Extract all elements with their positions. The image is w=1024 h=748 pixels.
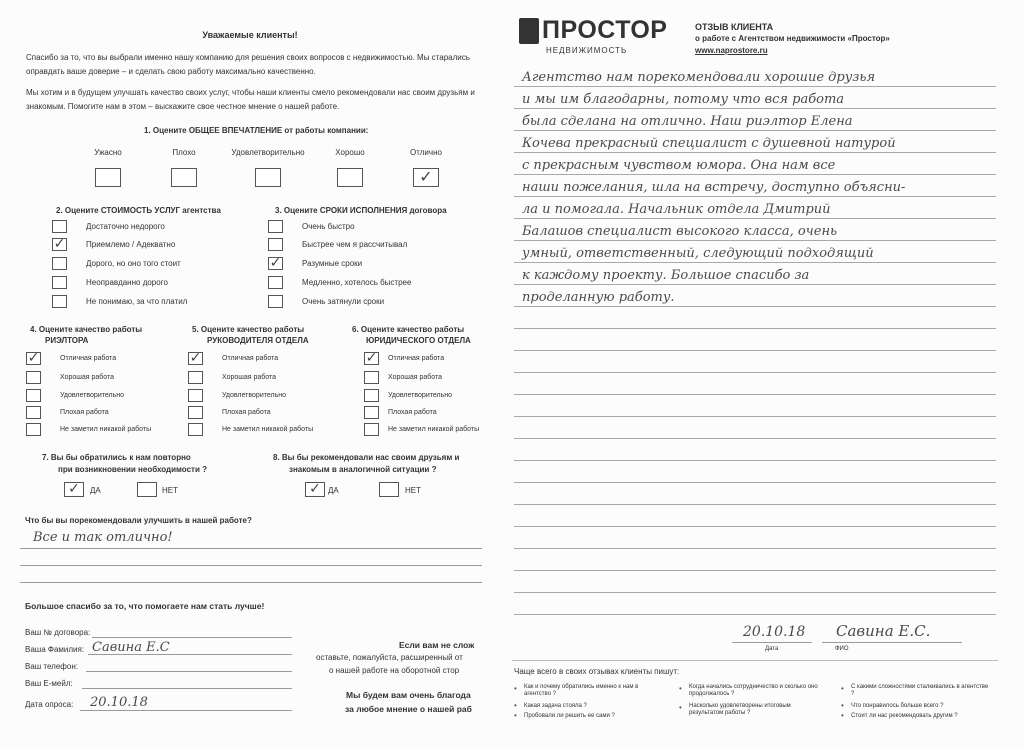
q7-no-label: НЕТ [162, 486, 178, 495]
date-value[interactable]: 20.10.18 [90, 695, 148, 710]
ruled-line [514, 416, 996, 417]
side-note-line: за любое мнение о нашей раб [345, 704, 472, 714]
faq-item: Стоит ли нас рекомендовать другим ? [851, 713, 958, 719]
faq-item: С какими сложностями сталкивались в агентстве ? [851, 684, 989, 697]
q8-yes-label: ДА [328, 486, 339, 495]
ruled-line [514, 526, 996, 527]
review-text-line: к каждому проекту. Большое спасибо за [522, 268, 810, 283]
ruled-line [514, 108, 996, 109]
q2-checkbox[interactable] [52, 257, 67, 270]
review-text-line: наши пожелания, шла на встречу, доступно объясни- [522, 180, 906, 195]
faq-item: Пробовали ли решить ее сами ? [524, 713, 615, 719]
q2-checkbox-checked[interactable]: ✓ [53, 236, 66, 252]
form-heading: Уважаемые клиенты! [202, 30, 298, 40]
faq-item: Что понравилось больше всего ? [851, 703, 944, 709]
q2-option-label: Неоправданно дорого [86, 278, 168, 287]
surname-label: Ваша Фамилия: [25, 645, 85, 654]
bullet-icon: • [514, 701, 517, 710]
answer-line [20, 565, 482, 566]
q5-option-label: Отличная работа [222, 355, 279, 362]
ruled-line [514, 218, 996, 219]
side-note-line: оставьте, пожалуйста, расширенный от [316, 653, 463, 662]
ruled-line [514, 548, 996, 549]
q3-title: 3. Оцените СРОКИ ИСПОЛНЕНИЯ договора [275, 206, 447, 215]
q6-option-label: Не заметил никакой работы [388, 426, 480, 433]
bullet-icon: • [841, 711, 844, 720]
faq-item: Как и почему обратились именно к нам в агентство ? [524, 684, 639, 697]
logo-mark-icon [519, 18, 539, 44]
ruled-line [514, 394, 996, 395]
footer-divider [512, 660, 998, 661]
intro-line-4: знакомым. Помогите нам в этом – выскажите свое честное мнение о нашей работе. [26, 102, 340, 111]
ruled-line [514, 372, 996, 373]
review-title: ОТЗЫВ КЛИЕНТА [695, 22, 774, 32]
faq-item: Какая задача стояла ? [524, 703, 587, 709]
q5-checkbox[interactable] [188, 371, 203, 384]
q2-checkbox[interactable] [52, 220, 67, 233]
q1-checkbox[interactable] [337, 168, 363, 187]
q1-checkbox-checked[interactable]: ✓ [413, 168, 439, 187]
ruled-line [514, 196, 996, 197]
q4-checkbox[interactable] [26, 389, 41, 402]
q8-subtitle: знакомым в аналогичной ситуации ? [289, 465, 437, 474]
q4-checkbox[interactable] [26, 423, 41, 436]
q5-option-label: Плохая работа [222, 409, 271, 416]
phone-label: Ваш телефон: [25, 662, 78, 671]
q6-subtitle: ЮРИДИЧЕСКОГО ОТДЕЛА [366, 336, 471, 345]
q6-checkbox[interactable] [364, 389, 379, 402]
signature-date: 20.10.18 [743, 624, 806, 640]
q3-option-label: Быстрее чем я рассчитывал [302, 240, 408, 249]
surname-field[interactable] [88, 654, 292, 655]
q6-checkbox[interactable] [364, 371, 379, 384]
q6-checkbox-checked[interactable]: ✓ [365, 350, 378, 366]
review-subtitle: о работе с Агентством недвижимости «Простор» [695, 34, 890, 43]
q5-checkbox-checked[interactable]: ✓ [189, 350, 202, 366]
website-link[interactable]: www.naprostore.ru [695, 46, 768, 55]
q3-checkbox[interactable] [268, 220, 283, 233]
q6-title: 6. Оцените качество работы [352, 325, 465, 334]
faq-item: Насколько удовлетворены итоговым результатом работы ? [689, 703, 791, 716]
q1-option-label: Хорошо [335, 148, 365, 157]
ruled-line [514, 350, 996, 351]
logo-subtitle: НЕДВИЖИМОСТЬ [546, 46, 628, 55]
ruled-line [514, 570, 996, 571]
signature-name: Савина Е.С. [836, 622, 931, 640]
phone-field[interactable] [86, 671, 292, 672]
q3-option-label: Очень затянули сроки [302, 297, 385, 306]
q4-option-label: Удовлетворительно [60, 392, 125, 399]
q1-title: 1. Оцените ОБЩЕЕ ВПЕЧАТЛЕНИЕ от работы компании: [144, 126, 369, 135]
q6-checkbox[interactable] [364, 423, 379, 436]
contract-label: Ваш № договора: [25, 628, 91, 637]
review-text-line: Балашов специалист высокого класса, очень [522, 224, 838, 239]
name-caption: ФИО [835, 646, 849, 652]
ruled-line [514, 86, 996, 87]
ruled-line [514, 240, 996, 241]
q7-no-checkbox[interactable] [137, 482, 157, 497]
q7-yes-checkbox-checked[interactable]: ✓ [64, 482, 84, 497]
q5-option-label: Хорошая работа [222, 374, 277, 381]
bullet-icon: • [514, 684, 517, 693]
date-field[interactable] [80, 710, 292, 711]
q6-option-label: Хорошая работа [388, 374, 443, 381]
q2-option-label: Достаточно недорого [86, 222, 165, 231]
q6-option-label: Отличная работа [388, 355, 445, 362]
q3-checkbox[interactable] [268, 238, 283, 251]
side-note-line: о нашей работе на оборотной стор [329, 666, 460, 675]
q1-option-label: Отлично [410, 148, 442, 157]
q5-checkbox[interactable] [188, 406, 203, 419]
q5-checkbox[interactable] [188, 423, 203, 436]
date-caption: Дата [765, 646, 779, 652]
bullet-icon: • [679, 703, 682, 712]
q2-checkbox[interactable] [52, 295, 67, 308]
q1-checkbox[interactable] [95, 168, 121, 187]
thanks-text: Большое спасибо за то, что помогаете нам стать лучше! [25, 601, 265, 611]
bullet-icon: • [841, 684, 844, 693]
q4-checkbox[interactable] [26, 371, 41, 384]
q7-yes-label: ДА [90, 486, 101, 495]
ruled-line [514, 482, 996, 483]
review-text-line: и мы им благодарны, потому что вся работа [522, 92, 845, 107]
ruled-line [514, 262, 996, 263]
q3-checkbox[interactable] [268, 295, 283, 308]
q3-option-label: Медленно, хотелось быстрее [302, 278, 412, 287]
bullet-icon: • [514, 711, 517, 720]
q2-option-label: Не понимаю, за что платил [86, 297, 188, 306]
q2-option-label: Приемлемо / Адекватно [86, 240, 176, 249]
q5-title: 5. Оцените качество работы [192, 325, 305, 334]
ruled-line [514, 592, 996, 593]
ruled-line [514, 614, 996, 615]
q2-title: 2. Оцените СТОИМОСТЬ УСЛУГ агентства [56, 206, 221, 215]
bullet-icon: • [679, 684, 682, 693]
q8-no-label: НЕТ [405, 486, 421, 495]
improve-answer[interactable]: Все и так отлично! [33, 530, 173, 545]
intro-line-1: Спасибо за то, что вы выбрали именно нашу компанию для решения своих вопросов с недвижимостью. Мы старались [26, 53, 470, 62]
q4-option-label: Плохая работа [60, 409, 109, 416]
q5-option-label: Не заметил никакой работы [222, 426, 314, 433]
q4-checkbox-checked[interactable]: ✓ [27, 350, 40, 366]
q4-option-label: Хорошая работа [60, 374, 115, 381]
review-text-line: с прекрасным чувством юмора. Она нам все [522, 158, 836, 173]
q2-checkbox[interactable] [52, 276, 67, 289]
q1-option-label: Плохо [172, 148, 196, 157]
review-text-line: ла и помогала. Начальник отдела Дмитрий [522, 202, 831, 217]
ruled-line [514, 152, 996, 153]
ruled-line [514, 284, 996, 285]
q5-option-label: Удовлетворительно [222, 392, 287, 399]
side-note-line: Если вам не слож [399, 640, 475, 650]
ruled-line [514, 460, 996, 461]
q4-option-label: Не заметил никакой работы [60, 426, 152, 433]
answer-line [20, 548, 482, 549]
contract-field[interactable] [92, 637, 292, 638]
ruled-line [514, 306, 996, 307]
side-note-line: Мы будем вам очень благода [346, 690, 471, 700]
q3-checkbox-checked[interactable]: ✓ [269, 255, 282, 271]
signature-date-line [732, 642, 812, 643]
q7-title: 7. Вы бы обратились к нам повторно [42, 453, 191, 462]
faq-title: Чаще всего в своих отзывах клиенты пишут: [514, 667, 680, 676]
q3-option-label: Разумные сроки [302, 259, 363, 268]
date-label: Дата опроса: [25, 700, 74, 709]
q4-option-label: Отличная работа [60, 355, 117, 362]
q4-subtitle: РИЭЛТОРА [45, 336, 89, 345]
q1-checkbox[interactable] [255, 168, 281, 187]
email-field[interactable] [82, 688, 292, 689]
ruled-line [514, 438, 996, 439]
q8-title: 8. Вы бы рекомендовали нас своим друзьям и [273, 453, 460, 462]
ruled-line [514, 174, 996, 175]
q1-option-label: Удовлетворительно [231, 148, 305, 157]
bullet-icon: • [841, 701, 844, 710]
ruled-line [514, 328, 996, 329]
q2-option-label: Дорого, но оно того стоит [86, 259, 181, 268]
signature-name-line [822, 642, 962, 643]
ruled-line [514, 130, 996, 131]
q4-title: 4. Оцените качество работы [30, 325, 143, 334]
q1-checkbox[interactable] [171, 168, 197, 187]
q1-option-label: Ужасно [94, 148, 122, 157]
faq-item: Когда начались сотрудничество и сколько оно продолжалось ? [689, 684, 818, 697]
review-text-line: Агентство нам порекомендовали хорошие друзья [522, 70, 876, 85]
logo-text: ПРОСТОР [542, 16, 668, 44]
survey-form-page [0, 0, 500, 748]
q3-checkbox[interactable] [268, 276, 283, 289]
email-label: Ваш Е-мейл: [25, 679, 73, 688]
intro-line-3: Мы хотим и в будущем улучшать качество своих услуг, чтобы наши клиенты смело рекомендовали нас своим друзьям и [26, 88, 475, 97]
q8-no-checkbox[interactable] [379, 482, 399, 497]
surname-value[interactable]: Савина Е.С [92, 640, 170, 655]
q6-checkbox[interactable] [364, 406, 379, 419]
review-text-line: Кочева прекрасный специалист с душевной натурой [522, 136, 896, 151]
q7-subtitle: при возникновении необходимости ? [58, 465, 207, 474]
review-text-line: была сделана на отлично. Наш риэлтор Елена [522, 114, 853, 129]
q3-option-label: Очень быстро [302, 222, 355, 231]
q6-option-label: Удовлетворительно [388, 392, 453, 399]
improve-question: Что бы вы порекомендовали улучшить в нашей работе? [25, 516, 252, 525]
q8-yes-checkbox-checked[interactable]: ✓ [305, 482, 325, 497]
answer-line [20, 582, 482, 583]
intro-line-2: оправдать ваше доверие – и сделать свою работу максимально качественно. [26, 67, 316, 76]
q5-subtitle: РУКОВОДИТЕЛЯ ОТДЕЛА [207, 336, 309, 345]
review-text-line: умный, ответственный, следующий подходящий [522, 246, 874, 261]
ruled-line [514, 504, 996, 505]
review-text-line: проделанную работу. [522, 290, 675, 305]
q5-checkbox[interactable] [188, 389, 203, 402]
q6-option-label: Плохая работа [388, 409, 437, 416]
q4-checkbox[interactable] [26, 406, 41, 419]
